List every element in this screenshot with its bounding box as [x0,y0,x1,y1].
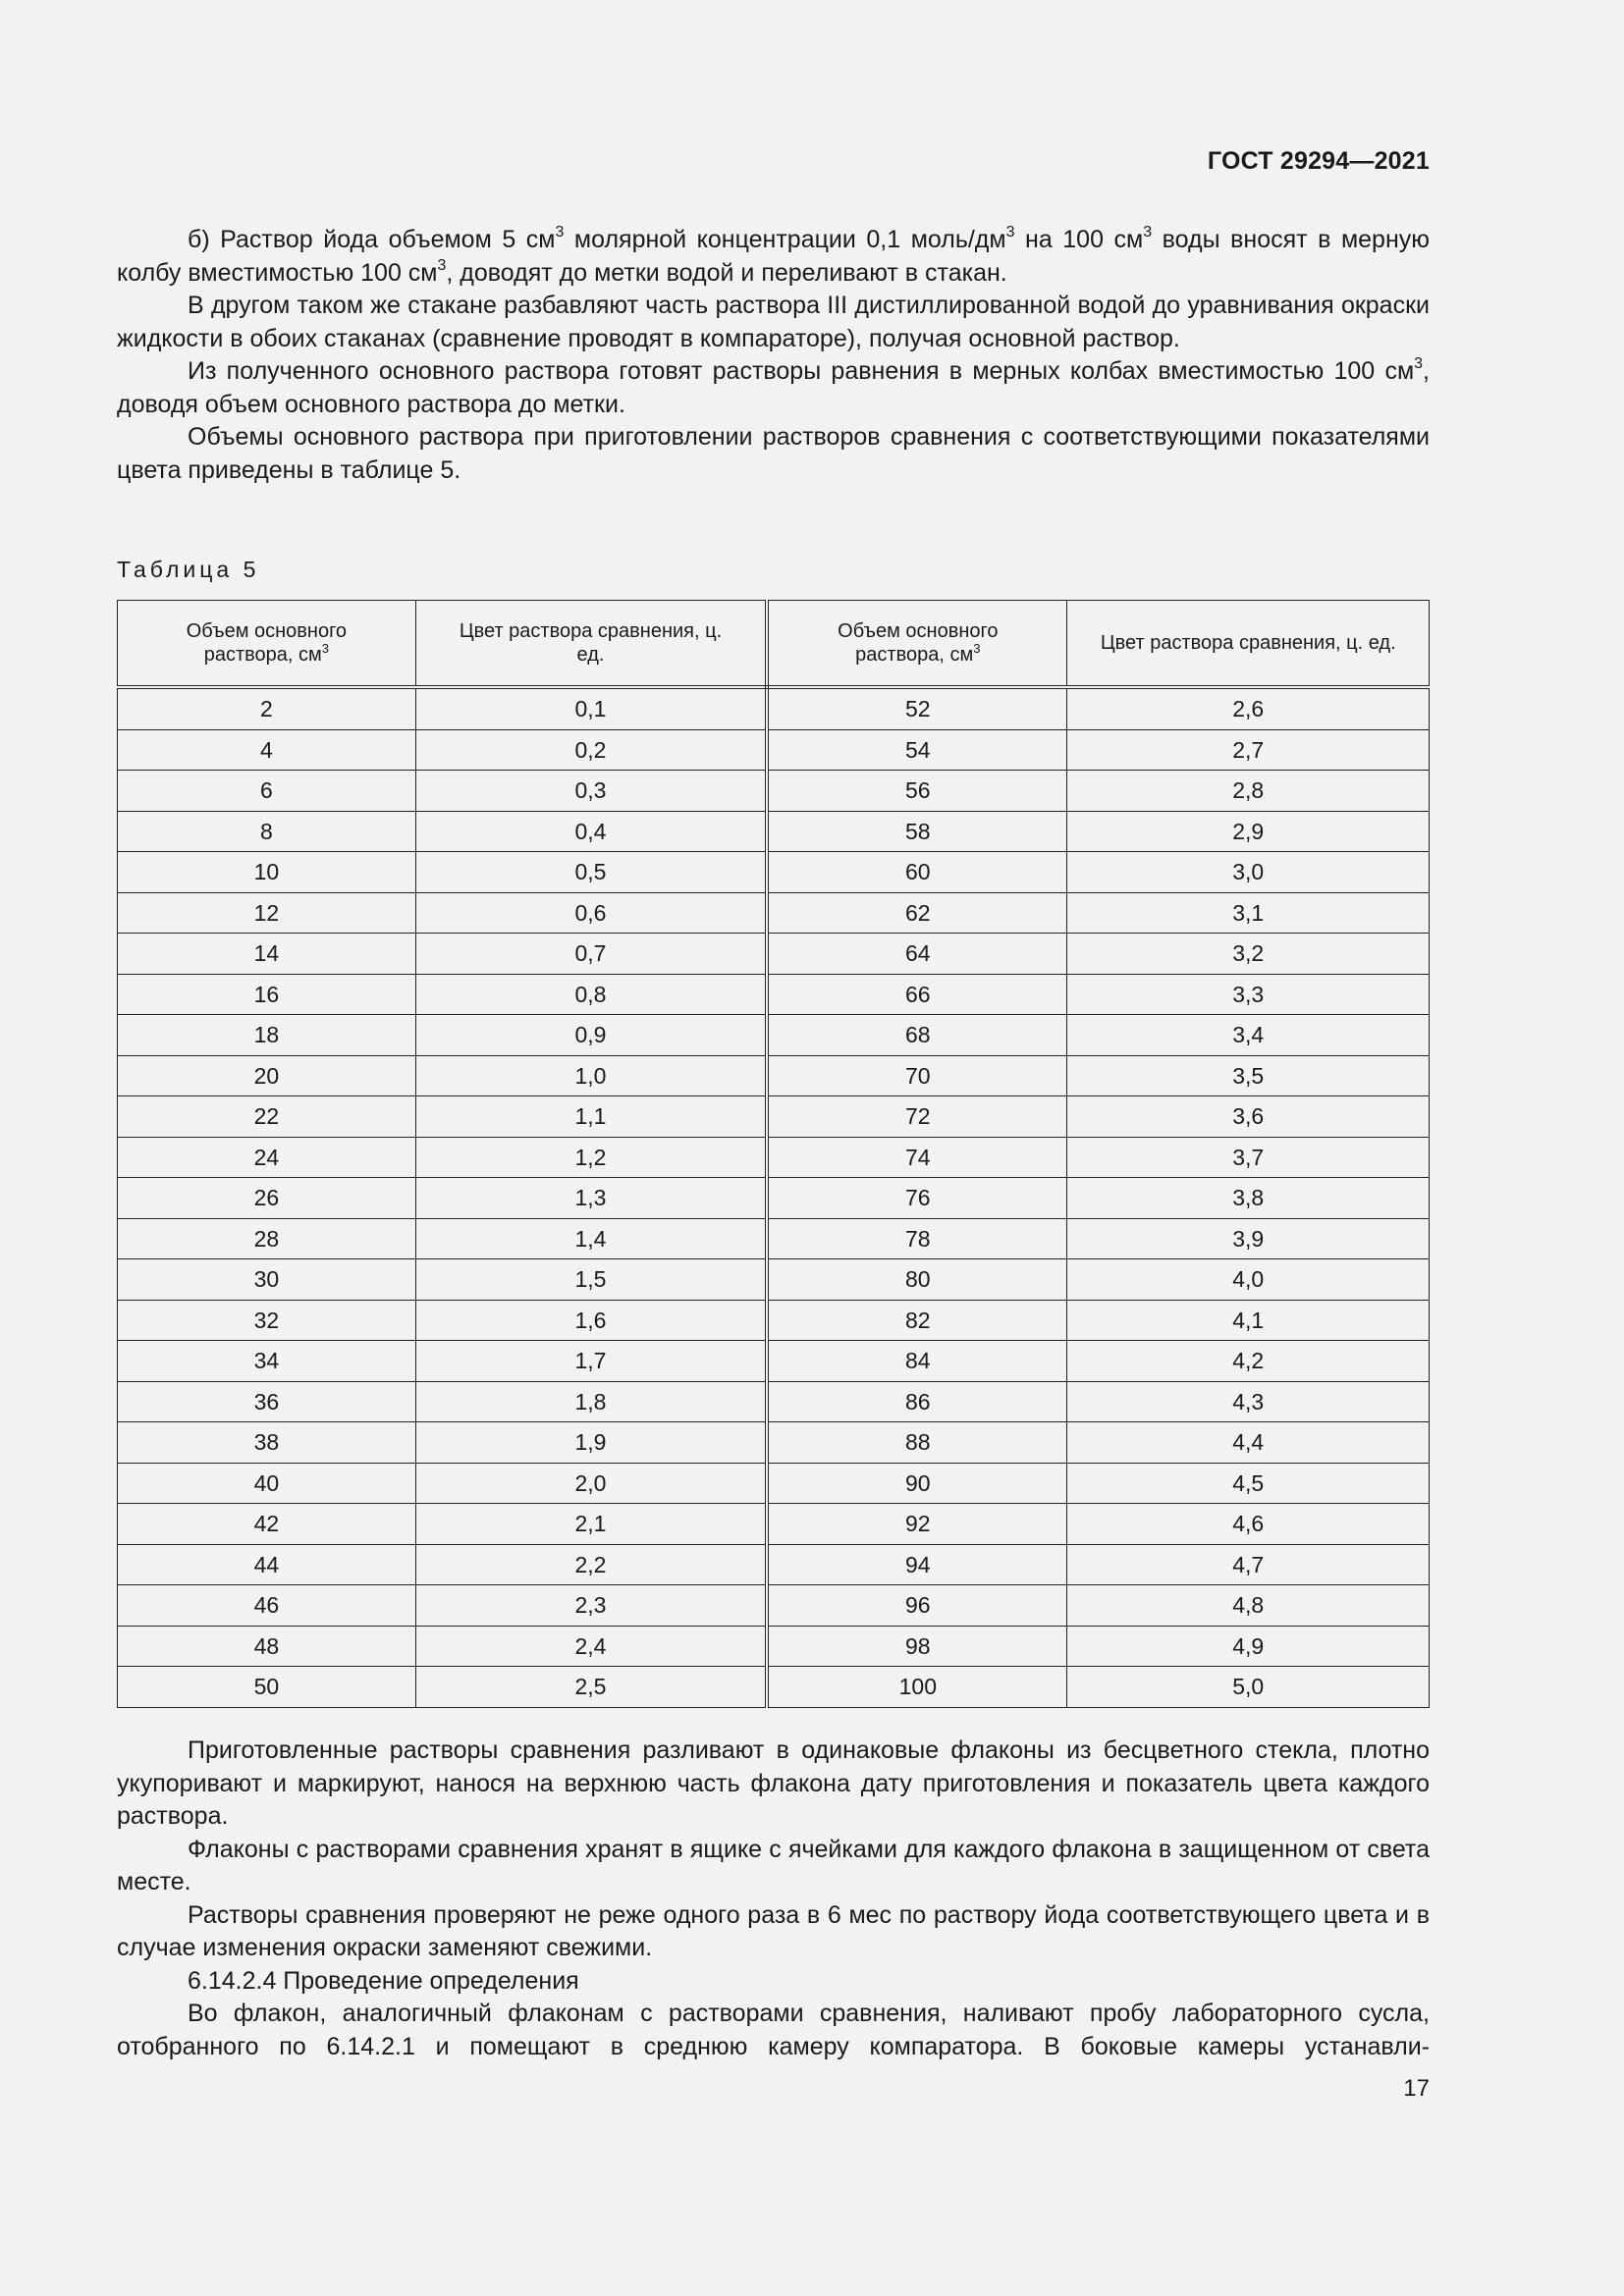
cell-color-right: 4,8 [1067,1585,1430,1627]
cell-color-left: 1,2 [415,1137,767,1178]
table-caption: Таблица 5 [117,557,260,582]
cell-volume-right: 56 [767,771,1067,812]
table-body [118,687,1430,1707]
cell-volume-left: 26 [118,1178,416,1219]
paragraph-storage: Флаконы с растворами сравнения хранят в ящике с ячейками для каждого флакона в защищенном от света месте. [117,1835,1430,1896]
cell-volume-left: 46 [118,1585,416,1627]
cell-volume-right: 62 [767,892,1067,934]
cell-color-left: 0,1 [415,687,767,729]
header-volume-left: Объем основного раствора, $см^3$ [118,601,416,688]
cell-color-right: 4,9 [1067,1626,1430,1667]
cell-color-right: 4,0 [1067,1259,1430,1301]
table-row [118,729,1430,771]
cell-volume-right: 86 [767,1381,1067,1422]
cell-volume-left: 44 [118,1544,416,1585]
cell-color-left: 1,0 [415,1055,767,1096]
section-heading-determination: 6.14.2.4 Проведение определения [188,1966,579,1995]
paragraph-table-reference: Объемы основного раствора при приготовлении растворов сравнения с соответствующими показателями цвета приведены в таблице 5. [117,423,1430,484]
table-row [118,1504,1430,1545]
cell-volume-right: 72 [767,1096,1067,1138]
table-row [118,852,1430,893]
cell-color-right: 4,7 [1067,1544,1430,1585]
paragraph-procedure: Во флакон, аналогичный флаконам с растворами сравнения, наливают пробу лабораторного сусла, отобранного по 6.14.2.1 и помещают в среднюю камеру компаратора. В боковые камеры устанавли- [117,2000,1430,2060]
table-row [118,1015,1430,1056]
cell-color-right: 3,9 [1067,1218,1430,1259]
cell-color-right: 3,3 [1067,974,1430,1015]
cell-volume-left: 18 [118,1015,416,1056]
cell-volume-left: 36 [118,1381,416,1422]
page-number: 17 [1403,2075,1430,2102]
table-header-row [118,601,1430,688]
cell-volume-right: 78 [767,1218,1067,1259]
cell-volume-left: 12 [118,892,416,934]
comparison-solutions-table [117,600,1430,1708]
cell-volume-left: 28 [118,1218,416,1259]
cell-color-right: 5,0 [1067,1667,1430,1708]
cell-color-left: 1,9 [415,1422,767,1464]
cell-volume-left: 30 [118,1259,416,1301]
cell-volume-left: 24 [118,1137,416,1178]
cell-color-right: 3,0 [1067,852,1430,893]
cell-color-left: 1,1 [415,1096,767,1138]
cell-color-right: 3,8 [1067,1178,1430,1219]
cell-volume-right: 76 [767,1178,1067,1219]
paragraph-preparation: Из полученного основного раствора готовят растворы равнения в мерных колбах вместимостью 100 $см^3$, доводя объем основного раствора до метки. [117,355,1430,418]
cell-volume-left: 10 [118,852,416,893]
table-row [118,1381,1430,1422]
cell-volume-left: 8 [118,811,416,852]
cell-color-left: 1,8 [415,1381,767,1422]
table-row [118,1585,1430,1627]
cell-volume-right: 90 [767,1463,1067,1504]
cell-volume-left: 14 [118,934,416,975]
cell-volume-right: 74 [767,1137,1067,1178]
cell-color-left: 2,0 [415,1463,767,1504]
cell-color-left: 0,9 [415,1015,767,1056]
table-row [118,892,1430,934]
cell-color-right: 2,7 [1067,729,1430,771]
cell-color-left: 0,7 [415,934,767,975]
cell-volume-right: 60 [767,852,1067,893]
cell-volume-left: 6 [118,771,416,812]
cell-volume-left: 34 [118,1341,416,1382]
cell-color-left: 1,6 [415,1300,767,1341]
cell-color-left: 0,8 [415,974,767,1015]
cell-color-left: 2,4 [415,1626,767,1667]
table-row [118,1341,1430,1382]
cell-volume-left: 38 [118,1422,416,1464]
cell-volume-right: 66 [767,974,1067,1015]
cell-volume-right: 82 [767,1300,1067,1341]
cell-color-right: 3,5 [1067,1055,1430,1096]
cell-color-right: 4,1 [1067,1300,1430,1341]
table-row [118,1667,1430,1708]
cell-volume-right: 100 [767,1667,1067,1708]
intro-text [117,224,1430,487]
cell-volume-left: 48 [118,1626,416,1667]
cell-color-left: 2,3 [415,1585,767,1627]
cell-color-left: 2,1 [415,1504,767,1545]
table-row [118,687,1430,729]
cell-color-right: 3,2 [1067,934,1430,975]
cell-color-left: 1,4 [415,1218,767,1259]
cell-color-left: 1,3 [415,1178,767,1219]
cell-color-right: 3,7 [1067,1137,1430,1178]
cell-color-right: 2,6 [1067,687,1430,729]
table-row [118,1626,1430,1667]
table-row [118,1300,1430,1341]
cell-volume-left: 32 [118,1300,416,1341]
cell-volume-right: 68 [767,1015,1067,1056]
cell-color-right: 3,1 [1067,892,1430,934]
cell-color-left: 0,3 [415,771,767,812]
cell-color-right: 4,4 [1067,1422,1430,1464]
cell-color-right: 4,3 [1067,1381,1430,1422]
header-color-right: Цвет раствора сравнения, ц. ед. [1067,601,1430,688]
cell-volume-left: 2 [118,687,416,729]
cell-color-right: 4,5 [1067,1463,1430,1504]
table-row [118,1463,1430,1504]
cell-volume-right: 94 [767,1544,1067,1585]
cell-volume-left: 16 [118,974,416,1015]
table-row [118,1096,1430,1138]
cell-color-left: 2,2 [415,1544,767,1585]
cell-volume-right: 58 [767,811,1067,852]
paragraph-dilution: В другом таком же стакане разбавляют часть раствора III дистиллированной водой до уравнивания окраски жидкости в обоих стаканах (сравнение проводят в компараторе), получая основной раствор. [117,292,1430,352]
table-row [118,1422,1430,1464]
cell-color-right: 3,4 [1067,1015,1430,1056]
cell-volume-right: 98 [767,1626,1067,1667]
cell-volume-left: 50 [118,1667,416,1708]
cell-volume-left: 22 [118,1096,416,1138]
cell-volume-left: 4 [118,729,416,771]
paragraph-bottling: Приготовленные растворы сравнения разливают в одинаковые флаконы из бесцветного стекла, плотно укупоривают и маркируют, нанося на верхнюю часть флакона дату приготовления и показатель цвета каждого раствора. [117,1736,1430,1830]
cell-volume-right: 54 [767,729,1067,771]
cell-color-left: 1,5 [415,1259,767,1301]
table-row [118,974,1430,1015]
cell-volume-right: 80 [767,1259,1067,1301]
cell-color-right: 2,8 [1067,771,1430,812]
procedure-text [117,1735,1430,2063]
paragraph-checking: Растворы сравнения проверяют не реже одного раза в 6 мес по раствору йода соответствующего цвета и в случае изменения окраски заменяют свежими. [117,1900,1430,1961]
paragraph-iodine-solution: б) Раствор йода объемом 5 $см^3$ молярной концентрации 0,1 моль/$дм^3$ на 100 $см^3$ воды вносят в мерную колбу вместимостью 100 $см^3$, доводят до метки водой и переливают в стакан. [117,224,1431,287]
document-standard-number: ГОСТ 29294—2021 [1207,147,1430,175]
table-row [118,1055,1430,1096]
cell-volume-right: 52 [767,687,1067,729]
cell-volume-right: 92 [767,1504,1067,1545]
table-row [118,1544,1430,1585]
cell-color-left: 0,6 [415,892,767,934]
cell-color-left: 0,4 [415,811,767,852]
cell-color-right: 4,2 [1067,1341,1430,1382]
cell-volume-right: 70 [767,1055,1067,1096]
cell-color-right: 2,9 [1067,811,1430,852]
header-volume-right: Объем основного раствора, $см^3$ [767,601,1067,688]
table-row [118,934,1430,975]
table-row [118,771,1430,812]
cell-volume-right: 96 [767,1585,1067,1627]
table-row [118,1218,1430,1259]
table-row [118,1178,1430,1219]
table-row [118,1259,1430,1301]
cell-volume-left: 42 [118,1504,416,1545]
cell-color-left: 0,2 [415,729,767,771]
cell-volume-right: 84 [767,1341,1067,1382]
table-row [118,1137,1430,1178]
cell-volume-left: 40 [118,1463,416,1504]
cell-color-left: 2,5 [415,1667,767,1708]
cell-color-right: 4,6 [1067,1504,1430,1545]
cell-volume-right: 64 [767,934,1067,975]
cell-color-left: 1,7 [415,1341,767,1382]
cell-volume-right: 88 [767,1422,1067,1464]
cell-volume-left: 20 [118,1055,416,1096]
cell-color-left: 0,5 [415,852,767,893]
header-color-left: Цвет раствора сравнения, ц. ед. [415,601,767,688]
table-row [118,811,1430,852]
cell-color-right: 3,6 [1067,1096,1430,1138]
